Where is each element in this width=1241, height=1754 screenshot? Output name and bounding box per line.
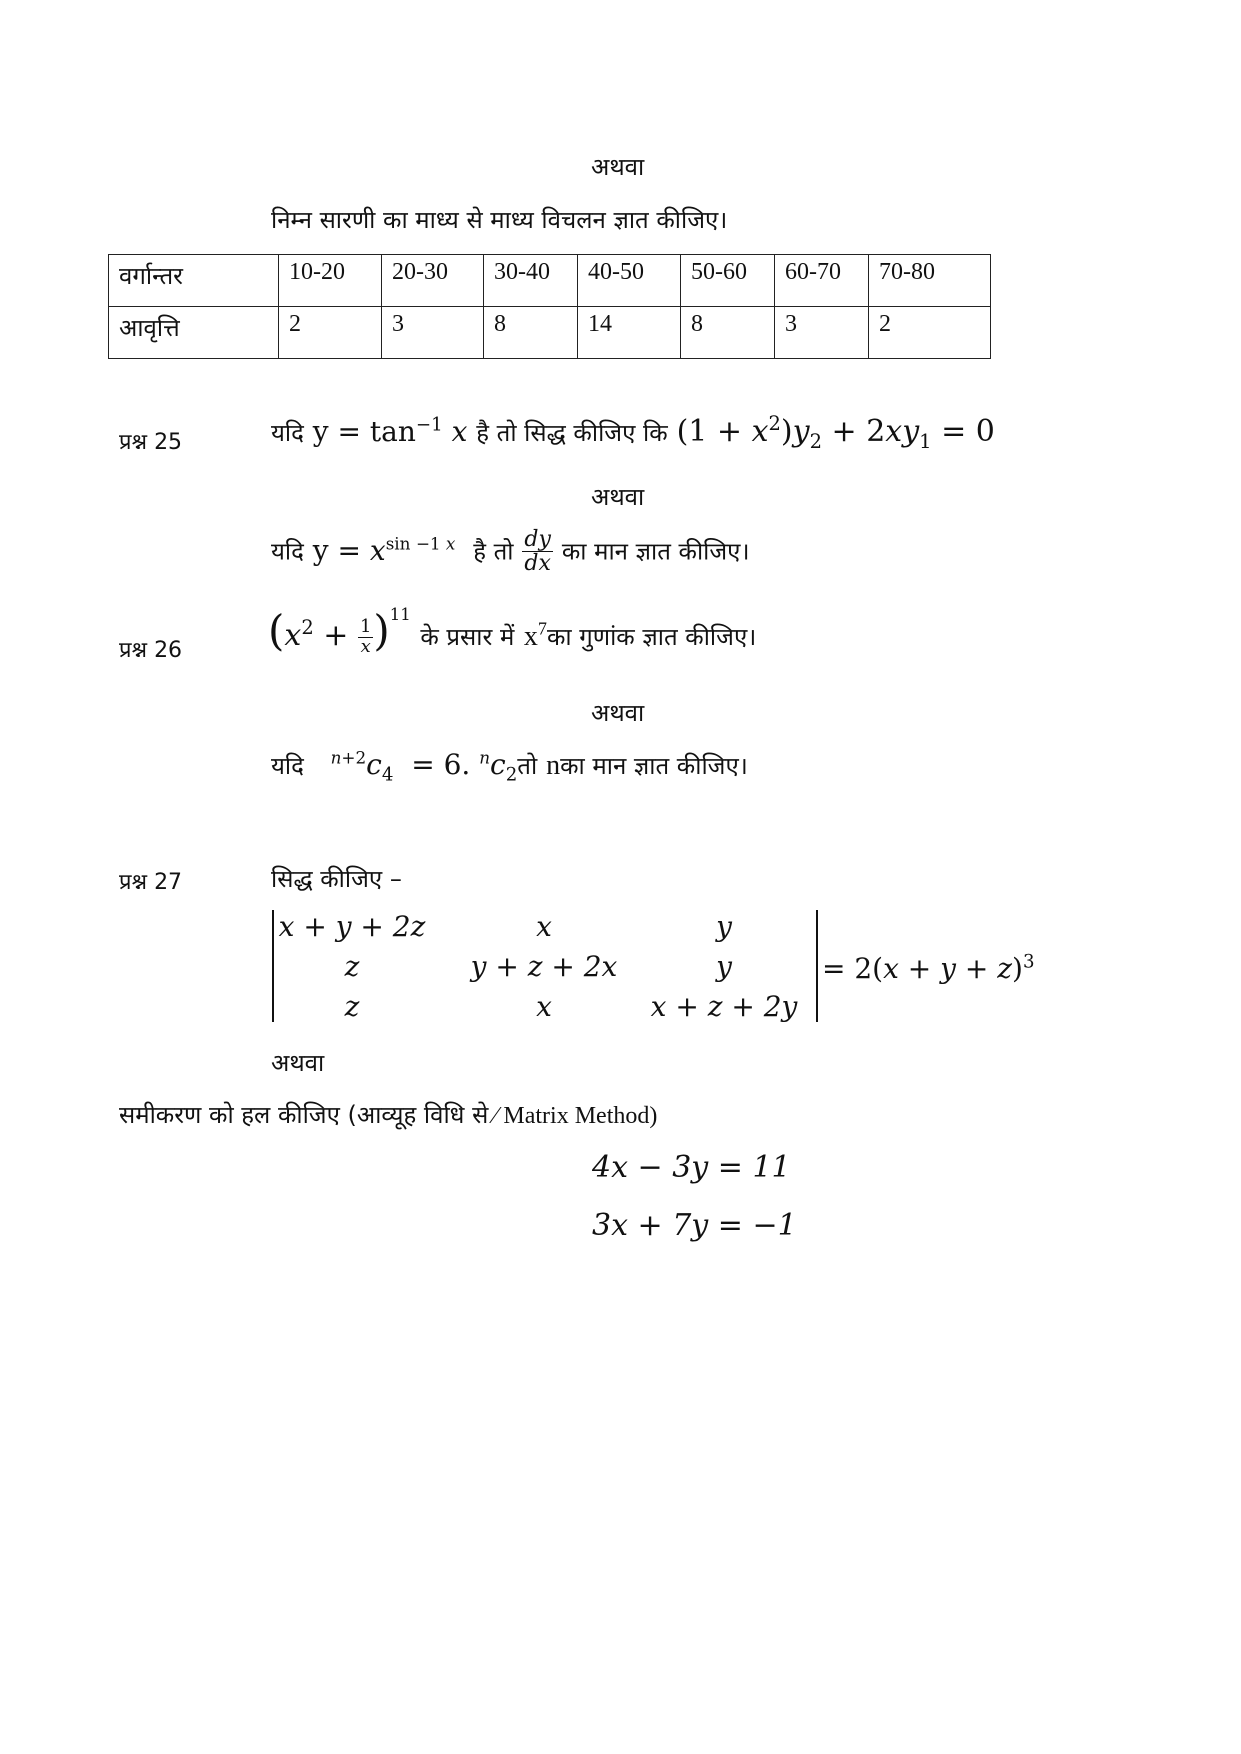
term: $x^7$ (523, 618, 547, 652)
table-cell: 3 (382, 307, 484, 359)
is-then: है तो (473, 537, 514, 566)
table-row (109, 255, 991, 307)
or-label-2: अथवा (591, 483, 645, 511)
det-cell: z (344, 950, 360, 983)
question-26-statement (268, 606, 756, 656)
table-cell: वर्गान्तर (109, 255, 279, 307)
det-cell: y (716, 950, 732, 983)
find-value-text: का मान ज्ञात कीजिए। (561, 537, 750, 566)
question-number-25: प्रश्न 25 (119, 430, 183, 455)
equation: $(1 + x^2)y_2 + 2xy_1 = 0$ (676, 412, 995, 453)
combination-equation: $^{n+2}c_4 = 6$. $^nc_2$ (330, 747, 518, 786)
table-cell: 60-70 (775, 255, 869, 307)
table-cell: 2 (279, 307, 382, 359)
if-word: यदि (271, 537, 304, 566)
table-cell: 30-40 (484, 255, 578, 307)
table-cell: 2 (869, 307, 991, 359)
or-label-1: अथवा (591, 153, 645, 181)
determinant (272, 910, 818, 1022)
det-cell: x + y + 2z (278, 910, 426, 943)
or-label-3: अथवा (591, 699, 645, 727)
det-cell: y + z + 2x (470, 950, 618, 983)
det-cell: x + z + 2y (650, 990, 798, 1023)
equation-2: 3x + 7y = −1 (592, 1208, 797, 1243)
table-cell: 50-60 (681, 255, 775, 307)
question-25-statement (271, 412, 995, 453)
table-cell: 70-80 (869, 255, 991, 307)
det-cell: x (536, 990, 552, 1023)
question-26-alternative (271, 747, 748, 786)
expansion-text: के प्रसार में (420, 623, 515, 651)
matrix-method-text: ⁄ Matrix Method) (493, 1103, 658, 1129)
coefficient-text: का गुणांक ज्ञात कीजिए। (546, 623, 757, 651)
derivative-fraction: $\frac{dy}{dx}$ (524, 527, 551, 577)
solve-text: समीकरण को हल कीजिए (आव्यूह विधि से (119, 1101, 489, 1129)
if-word: यदि (271, 752, 304, 780)
if-word: यदि (271, 419, 304, 447)
frequency-table (108, 254, 991, 359)
equation: $y = \tan^{-1} x$ (312, 414, 468, 448)
det-cell: x (536, 910, 552, 943)
is-then-prove: है तो सिद्ध कीजिए कि (476, 419, 668, 447)
table-cell: 10-20 (279, 255, 382, 307)
question-number-26: प्रश्न 26 (119, 638, 183, 663)
table-cell: 8 (484, 307, 578, 359)
question-number-27: प्रश्न 27 (119, 870, 183, 895)
question-25-alternative (271, 528, 750, 575)
or-label-4: अथवा (271, 1049, 325, 1077)
table-cell: 14 (578, 307, 681, 359)
table-row (109, 307, 991, 359)
prove-text: सिद्ध कीजिए – (271, 865, 402, 893)
solve-instruction (119, 1098, 657, 1131)
table-cell: आवृत्ति (109, 307, 279, 359)
then-word: तो (517, 752, 538, 780)
determinant-result: = $2(x + y + z)^3$ (822, 951, 1035, 985)
table-cell: 20-30 (382, 255, 484, 307)
find-value-text: का मान ज्ञात कीजिए। (560, 752, 748, 780)
equation: $y = x^{sin -1 x}$ (312, 533, 456, 567)
variable-n: n (546, 750, 561, 781)
table-cell: 40-50 (578, 255, 681, 307)
binomial-expression: ($x^2$ + $\frac{1}{x}$ )$^{11}$ (268, 605, 411, 657)
table-cell: 3 (775, 307, 869, 359)
equation-1: 4x − 3y = 11 (592, 1150, 791, 1185)
table-intro: निम्न सारणी का माध्य से माध्य विचलन ज्ञात कीजिए। (271, 206, 728, 234)
table-cell: 8 (681, 307, 775, 359)
det-cell: z (344, 990, 360, 1023)
det-cell: y (716, 910, 732, 943)
